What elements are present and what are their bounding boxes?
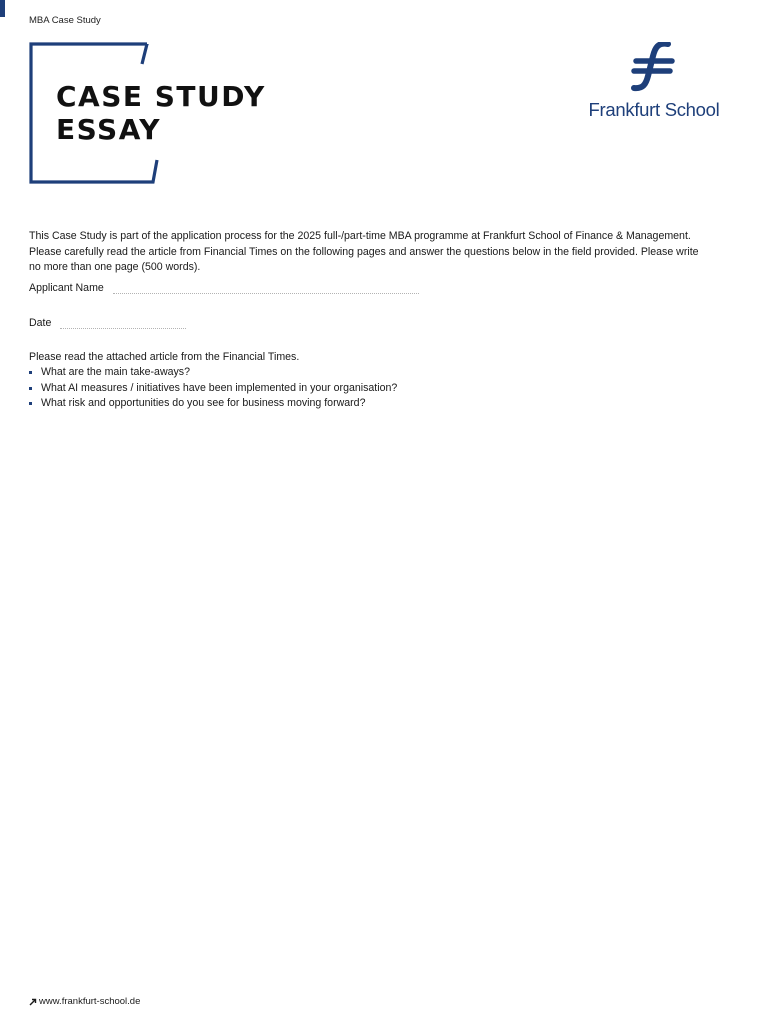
applicant-name-label: Applicant Name <box>29 282 104 294</box>
page-title <box>56 80 266 146</box>
question-text: What are the main take-aways? <box>41 366 190 378</box>
question-text: What AI measures / initiatives have been implemented in your organisation? <box>41 381 398 394</box>
date-field[interactable] <box>29 317 186 329</box>
document-label: MBA Case Study <box>29 15 101 26</box>
question-item <box>29 365 719 381</box>
title-line-1: CASE STUDY <box>56 80 266 113</box>
date-input[interactable] <box>60 319 186 329</box>
frankfurt-school-logo-mark-icon <box>628 42 678 92</box>
instructions-text: Please read the attached article from the Financial Times. <box>29 351 300 363</box>
applicant-name-field[interactable] <box>29 282 419 294</box>
question-list <box>29 365 719 412</box>
question-item <box>29 396 719 412</box>
question-text: What risk and opportunities do you see for business moving forward? <box>41 397 366 410</box>
date-label: Date <box>29 317 52 329</box>
external-arrow-icon <box>29 998 37 1006</box>
frankfurt-school-logo <box>586 42 722 124</box>
logo-wordmark: Frankfurt School <box>588 99 720 120</box>
intro-paragraph: This Case Study is part of the application process for the 2025 full-/part-time MBA programme at Frankfurt School of Finance & Management. Please carefully read the article from Financial Times on the following pages and answer the questions below in the field provided. Please write no more than one page (500 words). <box>29 230 699 274</box>
footer-url-link[interactable]: www.frankfurt-school.de <box>39 996 141 1007</box>
title-line-2: ESSAY <box>56 113 161 146</box>
footer <box>29 996 140 1007</box>
bullet-icon <box>29 387 32 390</box>
corner-accent-tab <box>0 0 5 17</box>
bullet-icon <box>29 371 32 374</box>
applicant-name-input[interactable] <box>113 284 419 294</box>
question-item <box>29 381 719 397</box>
bullet-icon <box>29 402 32 405</box>
